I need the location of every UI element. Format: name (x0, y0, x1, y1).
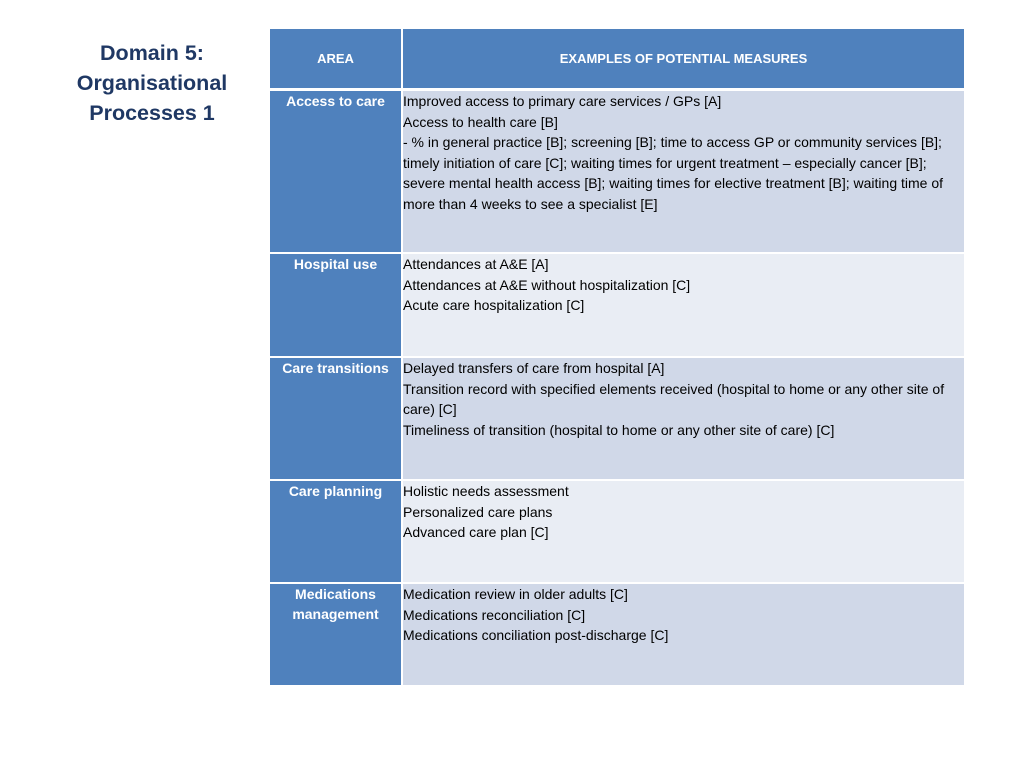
measure-item: Medication review in older adults [C] (403, 586, 628, 602)
table-row-care-transitions (270, 356, 964, 479)
table-row-care-planning (270, 479, 964, 582)
measure-item: Attendances at A&E without hospitalization [C] (403, 276, 691, 293)
area-label: Hospital use (293, 256, 378, 272)
area-cell (270, 252, 403, 356)
measure-item: Improved access to primary care services / GPs [A] (403, 93, 722, 109)
slide-title-line: Processes 1 (89, 101, 215, 125)
measure-item: - % in general practice [B]; screening [B]; time to access GP or community services [B]; timely initiation of care [C]; waiting times for urgent treatment – especially cancer [B]; severe mental health access [B]; waiting times for elective treatment [B]; waiting time of more than 4 weeks to see a specialist [E] (403, 134, 944, 212)
measures-cell (403, 582, 964, 685)
header-area: AREA (270, 29, 403, 91)
measures-cell (403, 479, 964, 582)
area-cell (270, 91, 403, 252)
measure-item: Access to health care [B] (403, 113, 558, 130)
slide-title (62, 38, 242, 128)
table-header-row (270, 29, 964, 91)
slide-title-line: Organisational (76, 71, 228, 95)
table-row-access-to-care (270, 91, 964, 252)
header-measures: EXAMPLES OF POTENTIAL MEASURES (403, 29, 964, 91)
table-row-medications-management (270, 582, 964, 685)
measures-cell (403, 91, 964, 252)
table-row-hospital-use (270, 252, 964, 356)
measures-cell (403, 252, 964, 356)
measure-item: Acute care hospitalization [C] (403, 297, 585, 313)
measures-cell (403, 356, 964, 479)
area-label: Care transitions (282, 360, 389, 376)
area-label-line: Medications (295, 586, 376, 602)
area-label: Access to care (286, 93, 385, 109)
measure-item: Delayed transfers of care from hospital [A] (403, 360, 665, 376)
measure-item: Personalized care plans (403, 503, 553, 520)
area-label-line: management (292, 606, 379, 622)
measure-item: Medications reconciliation [C] (403, 606, 586, 623)
measure-item: Attendances at A&E [A] (403, 256, 549, 272)
measures-table (270, 29, 964, 685)
area-cell (270, 582, 403, 685)
measure-item: Holistic needs assessment (403, 483, 569, 499)
area-label: Care planning (288, 483, 383, 499)
measure-item: Timeliness of transition (hospital to home or any other site of care) [C] (403, 421, 835, 438)
area-cell (270, 356, 403, 479)
area-cell (270, 479, 403, 582)
measure-item: Advanced care plan [C] (403, 524, 549, 540)
measure-item: Transition record with specified elements received (hospital to home or any other site of care) [C] (403, 380, 945, 417)
measure-item: Medications conciliation post-discharge [C] (403, 627, 669, 643)
slide-title-line: Domain 5: (100, 41, 204, 65)
